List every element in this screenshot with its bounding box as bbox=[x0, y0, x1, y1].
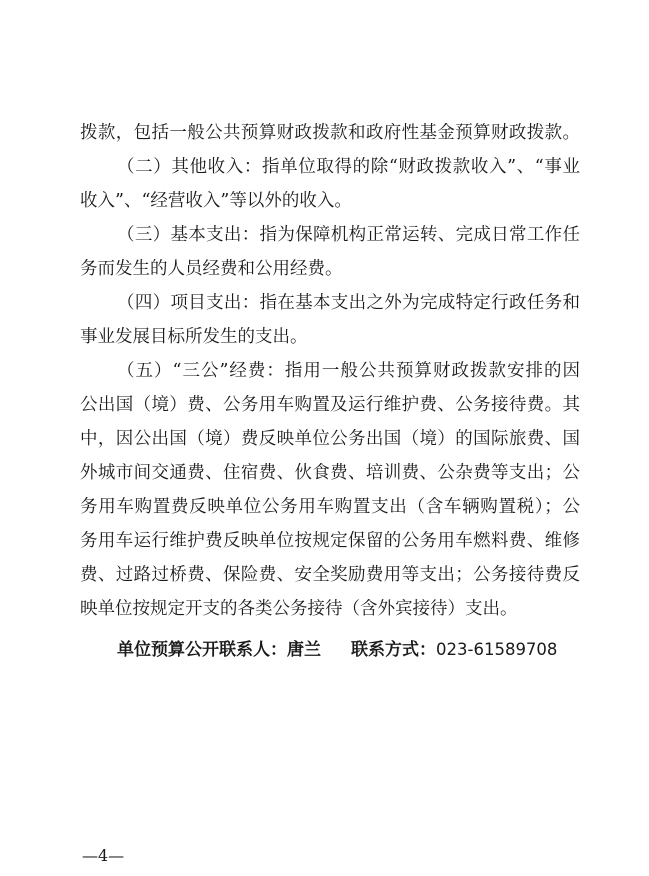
body-line-4: （三）基本支出：指为保障机构正常运转、完成日常工作任 bbox=[117, 225, 580, 245]
body-line-11: 外城市间交通费、住宿费、伙食费、培训费、公杂费等支出；公 bbox=[80, 463, 580, 483]
body-line-1: 拨款，包括一般公共预算财政拨款和政府性基金预算财政拨款。 bbox=[80, 123, 580, 143]
body-line-7: 事业发展目标所发生的支出。 bbox=[80, 327, 308, 347]
contact-phone-label: 联系方式： bbox=[351, 640, 436, 660]
body-line-12: 务用车购置费反映单位公务用车购置支出（含车辆购置税）；公 bbox=[80, 497, 580, 517]
body-line-5: 务而发生的人员经费和公用经费。 bbox=[80, 259, 343, 279]
body-line-6: （四）项目支出：指在基本支出之外为完成特定行政任务和 bbox=[117, 293, 580, 313]
body-line-14: 费、过路过桥费、保险费、安全奖励费用等支出；公务接待费反 bbox=[80, 565, 580, 585]
body-line-15: 映单位按规定开支的各类公务接待（含外宾接待）支出。 bbox=[80, 599, 518, 619]
body-line-9: 公出国（境）费、公务用车购置及运行维护费、公务接待费。其 bbox=[80, 395, 580, 415]
contact-phone-number: 023-61589708 bbox=[436, 640, 558, 659]
body-line-2: （二）其他收入：指单位取得的除“财政拨款收入”、“事业 bbox=[117, 157, 580, 177]
page-number: —4— bbox=[82, 846, 125, 865]
body-line-13: 务用车运行维护费反映单位按规定保留的公务用车燃料费、维修 bbox=[80, 531, 580, 551]
body-line-10: 中，因公出国（境）费反映单位公务出国（境）的国际旅费、国 bbox=[80, 429, 580, 449]
body-line-3: 收入”、“经营收入”等以外的收入。 bbox=[80, 191, 352, 211]
body-line-8: （五）“三公”经费：指用一般公共预算财政拨款安排的因 bbox=[117, 361, 580, 381]
contact-info bbox=[117, 635, 557, 665]
contact-person: 单位预算公开联系人：唐兰 bbox=[117, 640, 321, 660]
